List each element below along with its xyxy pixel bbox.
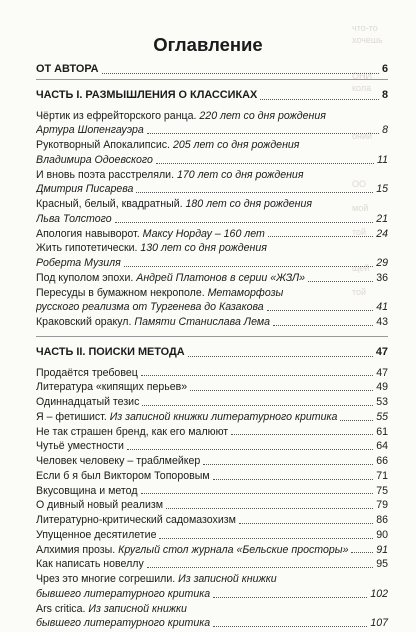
dot-leader [213,626,367,627]
toc-entry-sadomazokhizm[interactable] [36,513,388,528]
toc-page-number: 75 [376,484,388,497]
divider [36,334,388,337]
toc-entry-sogreshili[interactable] [36,572,388,602]
dot-leader [188,356,373,357]
dot-leader [239,523,373,524]
dot-leader [231,434,373,435]
toc-page-number: 86 [376,514,388,526]
dot-leader [351,552,373,553]
dot-leader [141,493,374,494]
toc-entry-title: ОТ АВТОРА [36,63,99,75]
toc-entry-subtitle: Из записной книжки литературного критика [109,410,338,423]
toc-page-number: 15 [376,183,388,196]
dot-leader [141,375,373,376]
toc-page-number: 107 [370,617,388,630]
toc-entry-title: ЧАСТЬ I. РАЗМЫШЛЕНИЯ О КЛАССИКАХ [36,88,258,101]
toc-entry-title: Одиннадцатый тезис [36,396,140,408]
toc-entry-title: Рукотворный Апокалипсис. [36,139,173,151]
toc-entry-title: Апология навыворот. [36,227,143,240]
toc-entry-lem[interactable] [36,315,388,330]
toc-entry-title: Как написать новеллу [36,558,144,571]
toc-page-number: 102 [370,587,388,600]
toc-page-number: 8 [381,88,388,101]
dot-leader [166,508,373,509]
dot-leader [273,325,373,326]
toc-part-1[interactable] [36,88,388,103]
dot-leader [102,73,379,74]
toc-page-number: 43 [376,316,388,328]
toc-entry-subtitle: Андрей Платонов в серии «ЖЗЛ» [136,271,306,284]
toc-entry-subtitle: 205 лет со дня рождения [172,139,300,151]
toc-page-number: 55 [376,410,388,423]
toc-page-number: 29 [376,257,388,269]
dot-leader [260,99,379,100]
toc-entry-subtitle: Круглый стол журнала «Бельские просторы» [118,543,349,556]
toc-entry-subtitle: 130 лет со дня рождения [140,242,267,255]
table-of-contents [36,62,388,631]
toc-entry-alkhimiya[interactable] [36,543,388,558]
toc-page-number: 47 [376,366,388,379]
toc-page-number: 49 [376,381,388,394]
toc-page-number: 41 [376,301,388,314]
toc-entry-title: Упущенное десятилетие [36,528,157,541]
toc-entry-chutyo[interactable] [36,439,388,454]
dot-leader [267,310,374,311]
toc-entry-realizm[interactable] [36,498,388,513]
dot-leader [124,266,373,267]
toc-page-number: 24 [376,227,388,240]
toc-entry-trablmeiker[interactable] [36,454,388,469]
toc-entry-subtitle-line2: бывшего литературного критика [36,617,211,630]
toc-entry-title: Литературно-критический садомазохизм [36,514,236,526]
toc-entry-subtitle: Памяти Станислава Лема [134,316,270,328]
toc-entry-title: Краковский оракул. [36,316,135,328]
toc-entry-title: Продаётся требовец [36,366,138,379]
toc-entry-schopenhauer[interactable] [36,109,388,139]
toc-entry-title: Я – фетишист. [36,410,110,423]
toc-entry-subtitle-line2: Дмитрия Писарева [36,183,134,196]
toc-page-number: 91 [376,543,388,556]
toc-entry-ars-critica[interactable] [36,602,388,632]
toc-entry-trebovets[interactable] [36,366,388,381]
toc-entry-subtitle-line2: Льва Толстого [36,212,112,225]
dot-leader [159,538,373,539]
dot-leader [340,420,373,421]
toc-entry-title: Ars critica. [36,602,89,615]
dot-leader [268,236,373,237]
toc-entry-vkusovshchina[interactable] [36,484,388,499]
toc-entry-title: Красный, белый, квадратный. [36,198,186,210]
toc-entry-title: О дивный новый реализм [36,499,163,512]
toc-entry-brend[interactable] [36,425,388,440]
toc-entry-subtitle-line2: русского реализма от Тургенева до Казакова [36,301,264,314]
toc-entry-title: Если б я был Виктором Топоровым [36,469,210,482]
toc-entry-pisarev[interactable] [36,168,388,198]
toc-page-number: 71 [376,469,388,482]
toc-page-number: 21 [376,212,388,225]
toc-page-number: 6 [381,63,388,75]
toc-entry-subtitle: 170 лет со дня рождения [176,168,304,181]
dot-leader [190,390,373,391]
toc-entry-title: Чрез это многие согрешили. [36,573,179,585]
toc-entry-musil[interactable] [36,241,388,271]
toc-entry-fetishist[interactable] [36,410,388,425]
dot-leader [136,192,373,193]
toc-entry-subtitle: 180 лет со дня рождения [185,198,313,210]
toc-entry-title: Под куполом эпохи. [36,271,137,284]
toc-entry-subtitle: 220 лет со дня рождения [199,109,326,122]
toc-entry-nordau[interactable] [36,227,388,242]
toc-entry-kipyashchikh[interactable] [36,380,388,395]
toc-entry-title: Жить гипотетически. [36,242,141,255]
toc-entry-necropolis[interactable] [36,286,388,316]
toc-page-number: 61 [376,425,388,438]
toc-entry-platonov[interactable] [36,271,388,286]
toc-page-number: 79 [376,499,388,512]
toc-entry-title: Вкусовщина и метод [36,484,138,497]
dot-leader [203,464,373,465]
toc-page-number: 8 [382,124,388,137]
toc-entry-subtitle: Из записной книжки [88,602,187,615]
page-title: Оглавление [153,34,263,55]
toc-entry-title: Не так страшен бренд, как его малюют [36,425,229,438]
toc-page-number: 11 [377,153,388,166]
toc-entry-subtitle: Максу Нордау – 160 лет [142,227,265,240]
toc-page-number: 36 [376,271,388,284]
toc-entry-title: Пересуды в бумажном некрополе. [36,286,208,299]
dot-leader [147,567,373,568]
divider [36,77,388,80]
toc-entry-title: ЧАСТЬ II. ПОИСКИ МЕТОДА [36,345,185,358]
toc-entry-tolstoy[interactable] [36,197,388,227]
dot-leader [213,479,374,480]
toc-entry-subtitle-line2: бывшего литературного критика [36,587,211,600]
toc-entry-title: Человек человеку – траблмейкер [36,455,201,467]
toc-entry-author[interactable] [36,62,388,77]
toc-page-number: 90 [376,528,388,541]
toc-page-number: 66 [376,455,388,467]
toc-entry-desyatiletie[interactable] [36,528,388,543]
dot-leader [147,133,379,134]
dot-leader [308,281,373,282]
toc-entry-title: Алхимия прозы. [36,543,119,556]
toc-page-number: 47 [375,345,388,358]
toc-entry-subtitle-line2: Владимира Одоевского [36,153,153,166]
dot-leader [142,405,373,406]
toc-entry-novella[interactable] [36,557,388,572]
toc-page-number: 53 [376,396,388,408]
dot-leader [115,222,374,223]
toc-entry-title: Литература «кипящих перьев» [36,381,188,394]
toc-entry-toporov[interactable] [36,469,388,484]
toc-entry-title: И вновь поэта расстреляли. [36,168,177,181]
toc-part-2[interactable] [36,345,388,360]
dot-leader [127,449,373,450]
toc-entry-odoevsky[interactable] [36,138,388,168]
toc-entry-subtitle-line2: Роберта Музиля [36,257,121,269]
toc-entry-subtitle: Метаморфозы [207,286,284,299]
toc-page-number: 64 [376,440,388,453]
toc-entry-subtitle: Из записной книжки [178,573,277,585]
bleed-through-text: что-то хочешь ОНИ кола оний ОО мой той щей той [352,23,383,297]
dot-leader [156,163,374,164]
toc-entry-title: Чёртик из ефрейторского ранца. [36,109,200,122]
dot-leader [213,597,367,598]
toc-entry-title: Чутьё уместности [36,440,124,453]
toc-entry-subtitle-line2: Артура Шопенгауэра [36,124,144,137]
toc-page-number: 95 [376,558,388,571]
toc-entry-tezis[interactable] [36,395,388,410]
